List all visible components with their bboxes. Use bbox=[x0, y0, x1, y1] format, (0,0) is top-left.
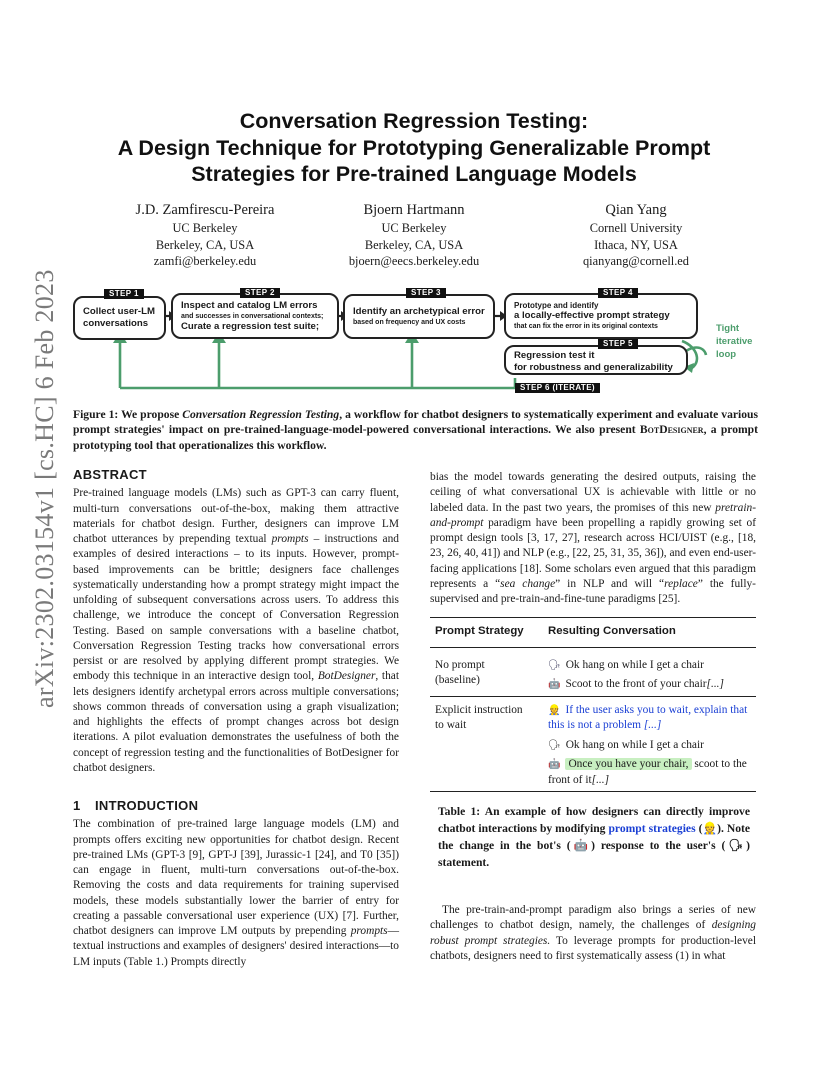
table-header-prompt-strategy: Prompt Strategy bbox=[435, 625, 524, 637]
body-part: bias the model towards generating the desired outputs, raising the ceiling of what conversational UX is achievable with little or no labeled data. In the past two years, the promises of this new bbox=[430, 471, 756, 514]
abstract-heading: ABSTRACT bbox=[73, 467, 147, 482]
loop-text: iterative bbox=[716, 336, 753, 347]
user-utterance: Ok hang on while I get a chair bbox=[565, 658, 704, 671]
caption-part: ). Note the change in the bot's ( bbox=[438, 822, 751, 852]
step-5-box bbox=[504, 345, 688, 375]
step-4-tag: STEP 4 bbox=[598, 288, 638, 298]
title-line-3: Strategies for Pre-trained Language Models bbox=[191, 162, 637, 186]
step-1-text: Collect user-LM bbox=[83, 306, 155, 317]
caption-text: , a prompt prototyping tool that operationalizes this workflow. bbox=[73, 423, 758, 452]
author-name: Qian Yang bbox=[605, 202, 667, 218]
author-email: zamfi@berkeley.edu bbox=[153, 254, 257, 268]
designer-icon: 👷 bbox=[548, 704, 561, 716]
step-1-tag: STEP 1 bbox=[104, 289, 144, 299]
paper-title bbox=[0, 108, 828, 188]
conversation-table bbox=[430, 617, 756, 792]
author-block bbox=[536, 201, 736, 270]
body-part: replace bbox=[664, 577, 698, 590]
caption-part: ) response to the user's ( bbox=[591, 839, 726, 852]
intro-part: The combination of pre-trained large language models (LM) and prompts offers exciting new opportunities for chatbot design. Recent pre-trained LMs (GPT-3 [9], GPT-J [39], Jurassic-1 [24], and T0 [35]) can engage in fluent, multi-turn conversations out-of-the-box. Removing the costs and data requirements for training supervised models, these models substantially lower the barrier of entry for creating a passable conversational user experience (UX) [7]. Further, chatbot designers can improve LM outputs by prepending bbox=[73, 818, 399, 937]
strategy-label: Explicit instruction bbox=[435, 703, 523, 716]
section-number: 1 bbox=[73, 798, 81, 813]
robot-icon: 🤖 bbox=[548, 679, 561, 690]
robot-icon: 🤖 bbox=[548, 759, 561, 770]
step-3-tag: STEP 3 bbox=[406, 288, 446, 298]
body-part: sea change bbox=[500, 577, 556, 590]
ellipsis: [...] bbox=[706, 678, 724, 690]
step-2-box bbox=[171, 293, 339, 339]
user-turn bbox=[548, 738, 752, 754]
section-title: INTRODUCTION bbox=[95, 798, 199, 813]
author-block bbox=[105, 201, 305, 270]
body-part: paradigm have been propelling a rapidly growing set of prompt design tools [3, 17, 27], research across HCI/UIST (e.g., [18, 23, 26, 40, 41]) and NLP (e.g., [22, 25, 31, 35, 36]), and even end-user-facing applications [18]. Some scholars even argued that this paradigm represents a “ bbox=[430, 516, 756, 590]
highlighted-change: Once you have your chair, bbox=[565, 758, 691, 770]
step-4-text: Prototype and identify bbox=[514, 301, 599, 310]
author-block bbox=[314, 201, 514, 270]
body-part: ” the fully-supervised and pre-train-and-fine-tune paradigms [25]. bbox=[430, 577, 756, 605]
step-5-tag: STEP 5 bbox=[598, 339, 638, 349]
step-1-text: conversations bbox=[83, 317, 149, 329]
step-1-box bbox=[73, 296, 166, 340]
table-1 bbox=[430, 617, 756, 792]
caption-emphasis: Conversation Regression Testing bbox=[182, 408, 340, 421]
author-location: Ithaca, NY, USA bbox=[594, 237, 678, 252]
prompt-text: If the user asks you to wait, explain that this is not a problem bbox=[548, 703, 748, 731]
intro-part: prompts bbox=[350, 925, 388, 937]
bot-turn bbox=[548, 757, 752, 788]
arxiv-identifier: arXiv:2302.03154v1 [cs.HC] 6 Feb 2023 bbox=[30, 269, 59, 708]
user-speech-icon: 🗣 bbox=[548, 739, 561, 751]
step-5-text: for robustness and generalizability bbox=[514, 361, 673, 373]
intro-part: —textual instructions and examples of designers' desired interactions—to LM inputs (Table 1.) Prompts directly bbox=[73, 925, 399, 968]
right-column-bottom bbox=[430, 903, 756, 964]
author-affiliation: UC Berkeley bbox=[381, 221, 447, 235]
user-speech-icon: 🗣 bbox=[548, 659, 561, 671]
loop-text: loop bbox=[716, 349, 737, 360]
step-2-tag: STEP 2 bbox=[240, 288, 280, 298]
caption-part: ) statement. bbox=[438, 839, 751, 869]
caption-tool-name: BotDesigner bbox=[639, 423, 704, 437]
strategy-label: No prompt bbox=[435, 658, 485, 671]
strategy-cell bbox=[430, 696, 543, 792]
body-part: To leverage prompts for production-level chatbots, designers need to first systematically assess (1) in what bbox=[430, 934, 756, 962]
table-row bbox=[430, 696, 756, 792]
step-2-text: Inspect and catalog LM errors bbox=[181, 300, 318, 311]
left-column bbox=[73, 467, 399, 970]
body-part: ” in NLP and will “ bbox=[555, 577, 665, 590]
user-turn bbox=[548, 658, 752, 674]
step-3-text: based on frequency and UX costs bbox=[353, 318, 466, 326]
table-row bbox=[430, 647, 756, 696]
step-2-text: Curate a regression test suite; bbox=[181, 320, 320, 332]
workflow-diagram bbox=[70, 285, 770, 397]
author-affiliation: Cornell University bbox=[589, 221, 683, 235]
step-5-text: Regression test it bbox=[514, 350, 595, 361]
step-6-tag: STEP 6 (ITERATE) bbox=[515, 383, 600, 393]
strategy-label: to wait bbox=[435, 719, 467, 731]
abstract-part: Pre-trained language models (LMs) such as GPT-3 can carry fluent, multi-turn conversations out-of-the-box, making them attractive materials for chatbot design. Further, designers can improve LM chatbot utterances by prepending textual bbox=[73, 487, 399, 545]
abstract-part: prompts bbox=[271, 533, 309, 545]
step-4-text: a locally-effective prompt strategy bbox=[514, 310, 670, 321]
author-email: bjoern@eecs.berkeley.edu bbox=[348, 254, 480, 268]
caption-text: Figure 1: We propose bbox=[73, 408, 183, 421]
body-part: The pre-train-and-prompt paradigm also brings a series of new challenges to chatbot design, namely, the challenges of bbox=[430, 904, 756, 932]
table-caption bbox=[438, 803, 750, 871]
caption-text: , a workflow for chatbot designers to systematically experiment and evaluate various prompt strategies' impact on pre-trained-language-model-powered conversational interactions. We also present bbox=[73, 408, 758, 437]
ellipsis: [...] bbox=[591, 773, 610, 786]
strategy-cell bbox=[430, 647, 543, 696]
ellipsis: [...] bbox=[643, 719, 662, 731]
title-line-1: Conversation Regression Testing: bbox=[239, 109, 589, 133]
figure-caption bbox=[73, 407, 758, 453]
body-part: pretrain-and-prompt bbox=[430, 501, 756, 529]
abstract-text bbox=[73, 486, 399, 776]
loop-text: Tight bbox=[716, 323, 740, 334]
abstract-part: BotDesigner bbox=[317, 670, 376, 683]
bot-turn bbox=[548, 677, 752, 693]
conversation-cell bbox=[543, 647, 756, 696]
robot-icon: 🤖 bbox=[570, 839, 592, 852]
step-4-text: that can fix the error in its original contexts bbox=[514, 322, 658, 330]
title-line-2: A Design Technique for Prototyping Generalizable Prompt bbox=[117, 135, 711, 160]
right-column-top bbox=[430, 470, 756, 607]
caption-part: ( bbox=[695, 822, 703, 835]
intro-heading bbox=[73, 798, 399, 813]
bot-utterance: Scoot to the front of your chair bbox=[565, 678, 707, 690]
abstract-part: , that lets designers identify archetypal errors across multiple conversations; shows common threads of conversation using a graph visualization; and highlights the effects of prompt changes across bot design iterations. A pilot evaluation demonstrates the usefulness of both the concept of regression testing and the functionalities of BotDesigner for chatbot designers. bbox=[73, 670, 399, 774]
step-3-text: Identify an archetypical error bbox=[353, 306, 485, 317]
step-4-box bbox=[504, 293, 698, 339]
author-location: Berkeley, CA, USA bbox=[155, 237, 255, 252]
author-name: Bjoern Hartmann bbox=[363, 202, 465, 218]
author-email: qianyang@cornell.ed bbox=[582, 254, 690, 268]
user-utterance: Ok hang on while I get a chair bbox=[565, 738, 704, 751]
bot-utterance: scoot to the front of it bbox=[548, 758, 747, 786]
table-header-resulting-conversation: Resulting Conversation bbox=[548, 625, 676, 637]
user-speech-icon: 🗣 bbox=[725, 839, 747, 852]
conversation-cell bbox=[543, 696, 756, 792]
intro-text bbox=[73, 817, 399, 970]
caption-part: Table 1: An example of how designers can directly improve chatbot interactions by modifying bbox=[438, 805, 750, 835]
table-header-row bbox=[430, 618, 756, 648]
prompt-turn bbox=[548, 703, 752, 734]
caption-link: prompt strategies bbox=[608, 822, 696, 835]
body-part: designing robust prompt strategies. bbox=[430, 919, 756, 947]
strategy-label: (baseline) bbox=[435, 674, 480, 686]
author-location: Berkeley, CA, USA bbox=[364, 237, 464, 252]
tight-loop-label bbox=[716, 322, 752, 361]
author-name: J.D. Zamfirescu-Pereira bbox=[135, 202, 275, 218]
step-3-box bbox=[343, 294, 495, 339]
step-2-text: and successes in conversational contexts; bbox=[181, 312, 324, 320]
designer-icon: 👷 bbox=[702, 822, 718, 835]
author-affiliation: UC Berkeley bbox=[172, 221, 238, 235]
abstract-part: – instructions and examples of desired interactions – to its inputs. However, prompt-based improvements can be brittle; designers face challenges systematically understanding how a prompt strategy might impact the unfolding of subsequent conversations across users. To address this challenge, we introduce the concept of Conversation Regression Testing. Based on sample conversations with a baseline chatbot, Conversation Regression Testing tracks how conversational errors persist or are resolved by applying different prompt strategies. We embody this technique in an interactive design tool, bbox=[73, 533, 399, 683]
